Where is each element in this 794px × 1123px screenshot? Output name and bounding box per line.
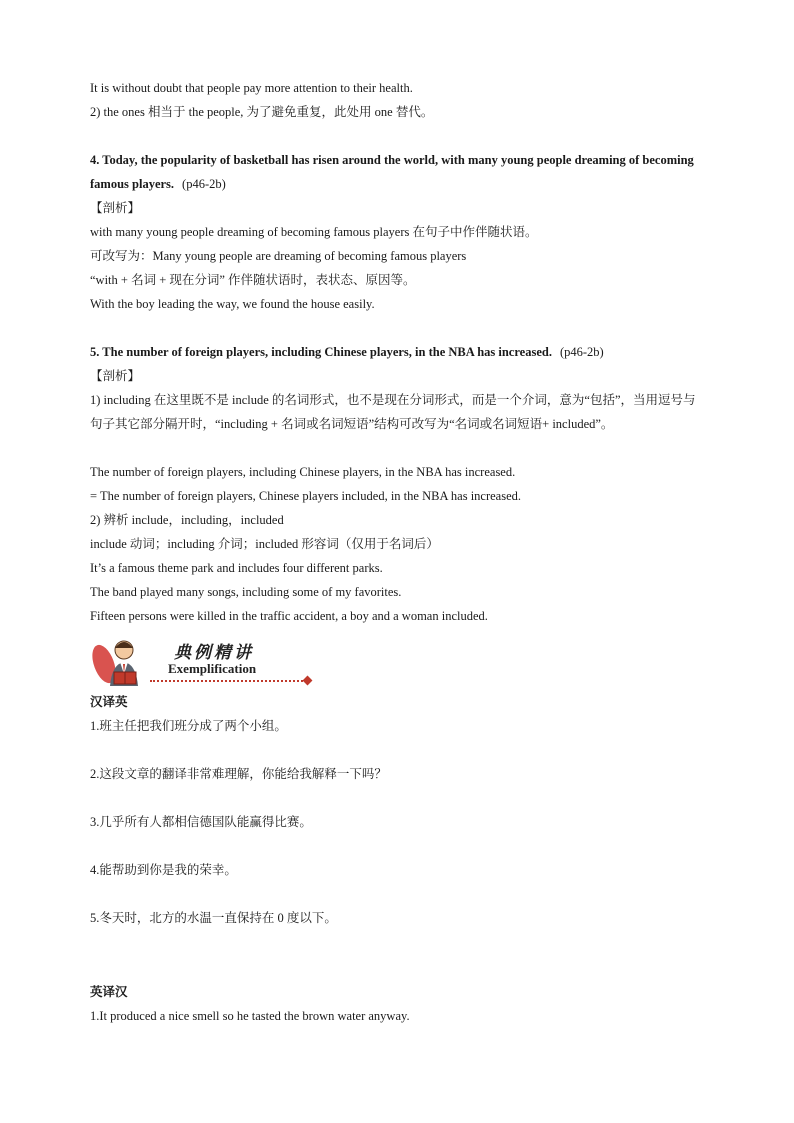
sentence-5-text: 5. The number of foreign players, including Chinese players, in the NBA has increased. <box>90 345 552 359</box>
question-item: 1.班主任把我们班分成了两个小组。 <box>90 719 287 733</box>
text-line: It’s a famous theme park and includes four different parks. <box>90 561 383 575</box>
text-line: Fifteen persons were killed in the traffic accident, a boy and a woman included. <box>90 609 488 623</box>
sentence-5-ref: (p46-2b) <box>559 345 604 359</box>
text-line: With the boy leading the way, we found the house easily. <box>90 297 375 311</box>
text-paragraph: 1) including 在这里既不是 include 的名词形式，也不是现在分词形式，而是一个介词，意为“包括”，当用逗号与句子其它部分隔开时，“including + 名词或名词短语”结构可改写为“名词或名词短语+ included”。 <box>90 393 696 431</box>
analysis-label: 【剖析】 <box>90 201 141 215</box>
banner-dotted-rule <box>150 680 306 682</box>
text-line: 2) 辨析 include，including，included <box>90 513 284 527</box>
text-line: 2) the ones 相当于 the people, 为了避免重复，此处用 one 替代。 <box>90 105 434 119</box>
text-line: 可改写为：Many young people are dreaming of becoming famous players <box>90 249 467 263</box>
text-line: The band played many songs, including some of my favorites. <box>90 585 402 599</box>
section-banner <box>88 634 318 690</box>
teacher-reading-icon <box>88 634 158 690</box>
banner-title-cn: 典例精讲 <box>174 643 254 663</box>
question-item: 2.这段文章的翻译非常难理解，你能给我解释一下吗？ <box>90 767 387 781</box>
sentence-4-text: 4. Today, the popularity of basketball has risen around the world, with many young people dreaming of becoming famous players. <box>90 153 694 191</box>
sentence-4-ref: (p46-2b) <box>182 177 226 191</box>
text-line: “with + 名词 + 现在分词” 作伴随状语时，表状态、原因等。 <box>90 273 416 287</box>
section-title-en-to-cn: 英译汉 <box>90 985 128 999</box>
question-item: 4.能帮助到你是我的荣幸。 <box>90 863 237 877</box>
sentence-5-title <box>90 344 704 360</box>
text-line: include 动词；including 介词；included 形容词（仅用于名词后） <box>90 537 439 551</box>
banner-diamond-icon <box>303 676 313 686</box>
text-line: with many young people dreaming of becoming famous players 在句子中作伴随状语。 <box>90 225 538 239</box>
text-line: The number of foreign players, including Chinese players, in the NBA has increased. <box>90 465 516 479</box>
text-line: = The number of foreign players, Chinese players included, in the NBA has increased. <box>90 489 522 503</box>
question-item: 5.冬天时，北方的水温一直保持在 0 度以下。 <box>90 911 337 925</box>
question-item: 1.It produced a nice smell so he tasted the brown water anyway. <box>90 1009 410 1023</box>
section-title-cn-to-en: 汉译英 <box>90 695 128 709</box>
banner-title-en: Exemplification <box>168 661 257 676</box>
text-line: It is without doubt that people pay more attention to their health. <box>90 81 413 95</box>
sentence-4-title <box>90 148 704 196</box>
analysis-label: 【剖析】 <box>90 369 141 383</box>
question-item: 3.几乎所有人都相信德国队能赢得比赛。 <box>90 815 312 829</box>
